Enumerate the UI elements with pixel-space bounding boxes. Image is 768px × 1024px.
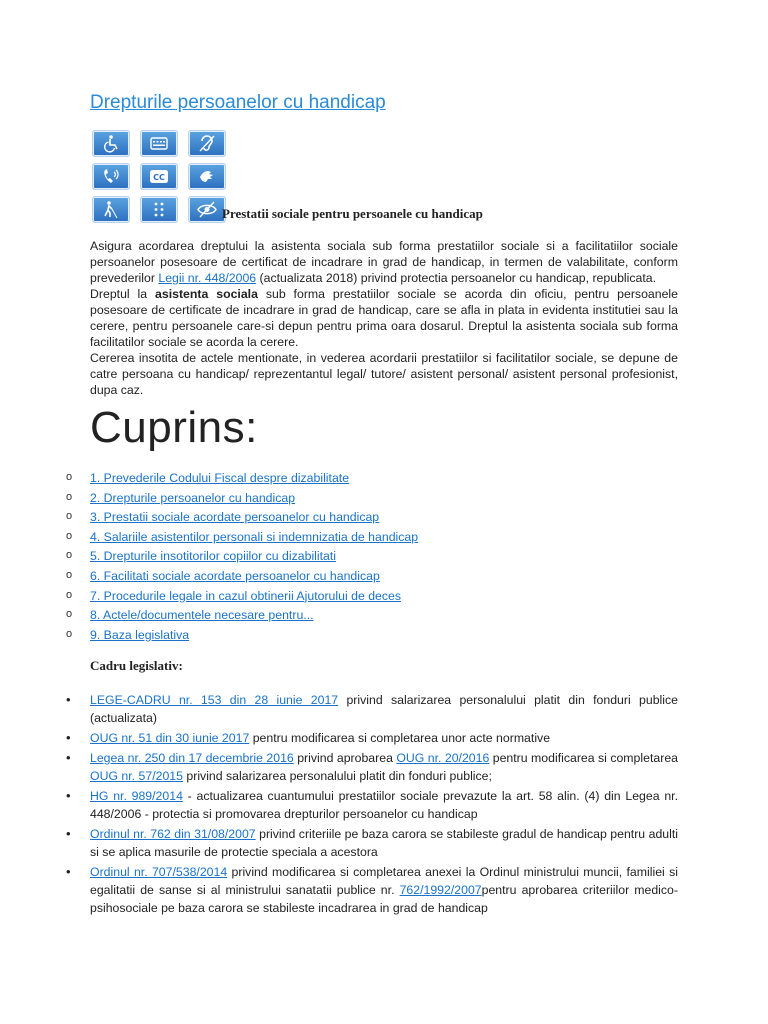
phone-volume-icon [92,163,130,190]
text: - actualizarea cuantumului prestatiilor sociale prevazute la art. 58 alin. (4) din Legea nr. 448/2006 - protectia si promovarea drepturilor persoanelor cu handicap [90,789,678,821]
closed-caption-icon [140,163,178,190]
bullet: • [66,692,71,707]
section-subheading: Prestatii sociale pentru persoanele cu handicap [222,206,483,221]
law-link[interactable]: OUG nr. 51 din 30 iunie 2017 [90,731,250,745]
bullet: o [66,529,73,542]
toc-link[interactable]: 6. Facilitati sociale acordate persoanelor cu handicap [90,568,380,583]
text: privind salarizarea personalului platit din fonduri publice (actualizata) [90,693,678,725]
tty-keyboard-icon [140,130,178,157]
text: Dreptul la [90,287,156,301]
bullet: o [66,490,73,503]
toc-item [66,569,418,589]
low-vision-eye-icon [188,196,226,223]
braille-icon [140,196,178,223]
list-item [66,691,678,727]
svg-text:CC: CC [153,173,165,182]
law-link[interactable]: OUG nr. 57/2015 [90,769,183,783]
bold-text: asistenta sociala [155,287,258,301]
text: privind criteriile pe baza carora se stabileste gradul de handicap pentru adulti si se aplica masurile de protectie speciala a acestora [90,827,678,859]
list-item [66,825,678,861]
bullet: o [66,510,73,523]
toc-item [66,628,418,648]
list-item [66,749,678,785]
text: pentru aprobarea criteriilor medico-psihosociale pe baza carora se stabileste incadrarea in grad de handicap [90,883,678,915]
bullet: o [66,549,73,562]
toc-link[interactable]: 2. Drepturile persoanelor cu handicap [90,490,296,505]
toc-item [66,510,418,530]
bullet: • [66,864,71,879]
bullet: o [66,588,73,601]
intro-paragraph [90,238,678,398]
table-of-contents [66,471,418,647]
page-title[interactable]: Drepturile persoanelor cu handicap [90,92,386,113]
paragraph-3: Cererea insotita de actele mentionate, in vederea acordarii prestatiilor si facilitatilor sociale, se depune de catre persoana cu handicap/ reprezentantul legal/ tutore/ asistent personal/ asistent personal profesionist, dupa caz. [90,351,678,397]
text: Asigura acordarea dreptului la asistenta sociala sub forma prestatiilor sociale si a facilitatiilor sociale persoanelor posesoare de certificat de incadrare in grad de handicap, in termen de valabilitate, conform prevederilor [90,239,678,285]
hearing-icon [188,130,226,157]
cuprins-heading: Cuprins: [90,403,258,452]
legea-448-link[interactable]: Legii nr. 448/2006 [158,271,257,285]
toc-item [66,530,418,550]
list-item [66,787,678,823]
text: privind salarizarea personalului platit din fonduri publice; [182,769,492,783]
blind-walker-icon [92,196,130,223]
bullet: • [66,826,71,841]
text: pentru modificarea si completarea unor acte normative [249,731,551,745]
text: sub forma prestatiilor sociale se acorda din oficiu, pentru persoanele posesoare de certificate de incadrare in grad de handicap, care se afla in plata in evidenta institutiei sau la cerere, pentru persoanele care-si depun pentru prima oara dosarul. Dreptul la asistenta sociala sub forma facilitatilor sociale se acorda la cerere. [90,287,679,349]
text: privind aprobarea [293,751,397,765]
toc-link[interactable]: 9. Baza legislativa [90,627,190,642]
law-link[interactable]: HG nr. 989/2014 [90,789,183,803]
toc-link[interactable]: 7. Procedurile legale in cazul obtinerii Ajutorului de deces [90,588,402,603]
toc-item [66,471,418,491]
toc-item [66,608,418,628]
toc-link[interactable]: 1. Prevederile Codului Fiscal despre dizabilitate [90,471,350,485]
bullet: o [66,627,73,640]
bullet: o [66,471,73,483]
bullet: • [66,730,71,745]
sign-language-icon [188,163,226,190]
text: privind modificarea si completarea anexei la Ordinul ministrului muncii, familiei si egalitatii de sanse si al ministrului sanatatii publice nr. [90,865,678,897]
toc-link[interactable]: 8. Actele/documentele necesare pentru... [90,608,314,623]
toc-link[interactable]: 3. Prestatii sociale acordate persoanelor cu handicap [90,510,380,525]
wheelchair-icon [92,130,130,157]
toc-item [66,491,418,511]
toc-item [66,589,418,609]
text: pentru modificarea si completarea [489,751,678,765]
law-link[interactable]: LEGE-CADRU nr. 153 din 28 iunie 2017 [90,693,339,707]
toc-item [66,549,418,569]
text: (actualizata 2018) privind protectia persoanelor cu handicap, republicata. [256,271,657,285]
paragraph-2 [90,286,678,350]
bullet: • [66,788,71,803]
bullet: o [66,608,73,621]
law-link[interactable]: OUG nr. 20/2016 [396,751,490,765]
paragraph-1 [90,238,678,286]
law-link[interactable]: 762/1992/2007 [399,883,482,897]
cadru-legislativ-heading: Cadru legislativ: [90,658,183,673]
toc-link[interactable]: 4. Salariile asistentilor personali si indemnizatia de handicap [90,529,419,544]
legal-framework-list [66,691,678,919]
law-link[interactable]: Ordinul nr. 762 din 31/08/2007 [90,827,256,841]
bullet: • [66,750,71,765]
bullet: o [66,568,73,581]
law-link[interactable]: Ordinul nr. 707/538/2014 [90,865,228,879]
list-item [66,863,678,917]
list-item [66,729,678,747]
toc-link[interactable]: 5. Drepturile insotitorilor copiilor cu dizabilitati [90,549,337,564]
law-link[interactable]: Legea nr. 250 din 17 decembrie 2016 [90,751,294,765]
